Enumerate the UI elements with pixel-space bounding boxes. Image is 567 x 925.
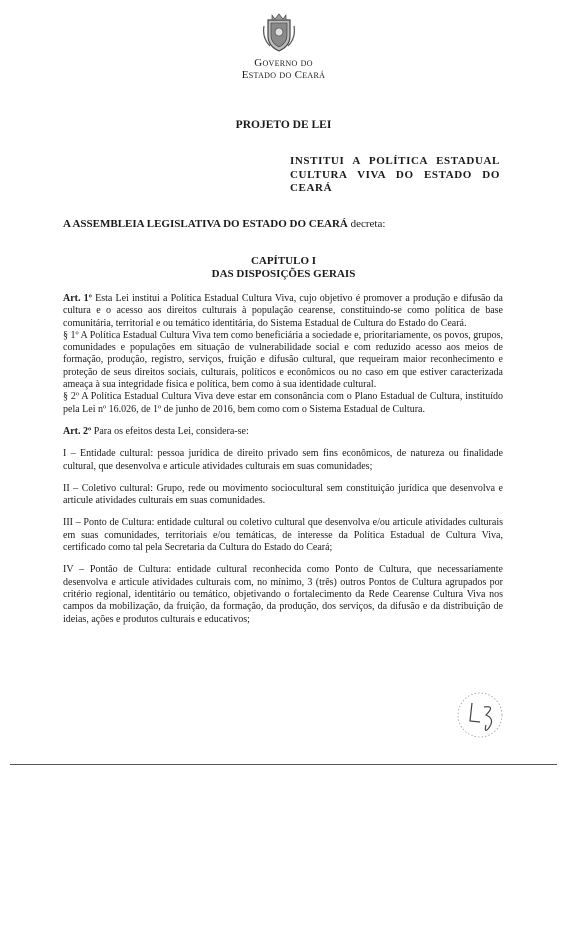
- rubric-stamp-icon: [440, 685, 520, 745]
- page-divider: [10, 764, 557, 765]
- article-1-paragraph-2: § 2º A Política Estadual Cultura Viva deve estar em consonância com o Plano Estadual de Cultura, instituído pela Lei nº 16.026, de 1º de junho de 2016, bem como com o Sistema Estadual de Cultura.: [63, 391, 503, 415]
- article-2-item-1: I – Entidade cultural: pessoa jurídica de direito privado sem fins econômicos, de natureza ou finalidade cultural, que desenvolva e articule atividades culturais em suas comunidades;: [63, 448, 503, 472]
- law-body: [63, 293, 503, 626]
- decreta-text: decreta:: [347, 218, 386, 230]
- article-1-label: Art. 1º: [63, 293, 92, 304]
- document-title: PROJETO DE LEI: [235, 119, 332, 131]
- government-line-2: Estado do Ceará: [241, 69, 326, 81]
- article-2-item-4: IV – Pontão de Cultura: entidade cultural reconhecida como Ponto de Cultura, que necessariamente desenvolva e articule atividades culturais com, no mínimo, 3 (três) outros Pontos de Cultura agrupados por critério regional, identitário ou temático, objetivando o fortalecimento da Rede Cearense Cultura Viva nos campos da mobilização, da fruição, da formação, da produção, dos serviços, da difusão e da distribuição de ideias, ações e produtos culturais e educativos;: [63, 564, 503, 625]
- assembly-name: A ASSEMBLEIA LEGISLATIVA DO ESTADO DO CEARÁ: [63, 218, 348, 230]
- article-2-text: Para os efeitos desta Lei, considera-se:: [91, 425, 249, 437]
- government-line-1: Governo do: [254, 57, 313, 69]
- ementa: INSTITUI A POLÍTICA ESTADUAL CULTURA VIVA DO ESTADO DO CEARÁ: [290, 155, 500, 194]
- article-2-item-3: III – Ponto de Cultura: entidade cultural ou coletivo cultural que desenvolva e/ou articule atividades culturais em suas comunidades, territoriais e/ou temáticas, de interesse da Política Estadual de Cultura Viva, certificado como tal pela Secretaria da Cultura do Estado do Ceará;: [63, 517, 503, 554]
- article-1: [63, 293, 503, 330]
- chapter-number: CAPÍTULO I: [250, 255, 317, 267]
- article-2: [63, 426, 503, 438]
- article-2-label: Art. 2º: [63, 425, 92, 437]
- article-1-paragraph-1: § 1º A Política Estadual Cultura Viva tem como beneficiária a sociedade e, prioritariamente, os povos, grupos, comunidades e populações em situação de vulnerabilidade social e com reduzido acesso aos meios de formação, produção, registro, serviços, fruição e difusão cultural, que requeiram maior reconhecimento e proteção de seus direitos sociais, culturais, políticos e econômicos ou no caso em que estiver caracterizada ameaça à sua integridade física e política, bem como à sua identidade cultural.: [63, 329, 503, 391]
- ceara-coat-of-arms-icon: [262, 12, 296, 54]
- chapter-title: DAS DISPOSIÇÕES GERAIS: [211, 268, 356, 280]
- article-1-text: Esta Lei institui a Política Estadual Cultura Viva, cujo objetivo é promover a produção e difusão da cultura e o acesso aos direitos culturais à população cearense, constituindo-se como política de base comunitária, territorial e ou temático identitária, do Sistema Estadual de Cultura do Estado do Ceará.: [63, 293, 503, 329]
- enacting-clause: [63, 218, 385, 230]
- article-2-item-2: II – Coletivo cultural: Grupo, rede ou movimento sociocultural sem constituição jurídica que desenvolva e articule atividades culturais em suas comunidades.: [63, 482, 503, 507]
